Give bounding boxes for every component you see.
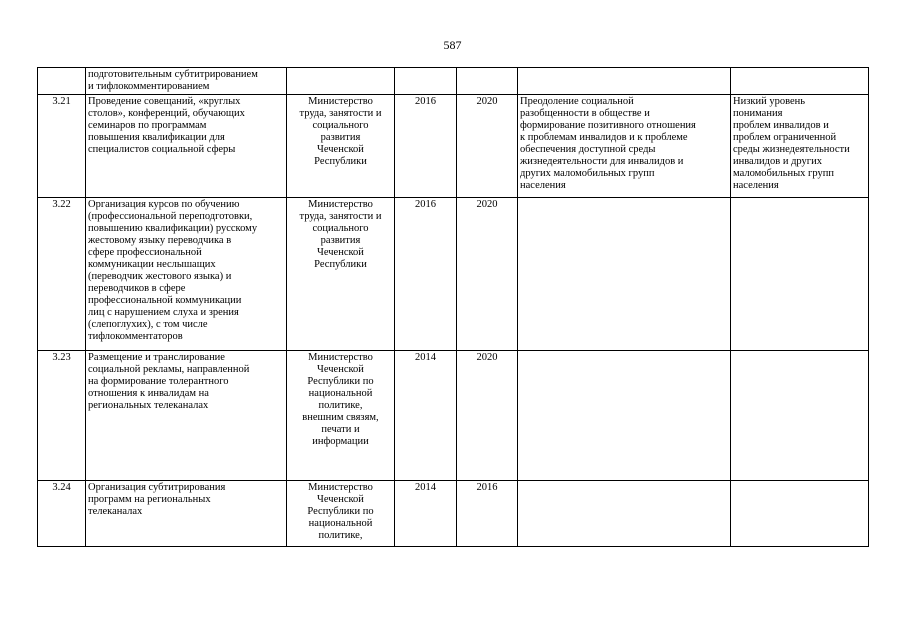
executor-cell: Министерство Чеченской Республики по национальной политике, внешним связям, печати и информации	[287, 351, 395, 481]
row-number: 3.21	[38, 95, 86, 198]
row-number: 3.22	[38, 198, 86, 351]
start-year-cell: 2016	[395, 198, 457, 351]
end-year-cell: 2016	[457, 481, 518, 547]
activity-cell: Организация курсов по обучению (профессиональной переподготовки, повышению квалификации) русскому жестовому языку переводчика в сфере профессиональной коммуникации неслышащих (переводчик жестового языка) и переводчиков в сфере профессиональной коммуникации лиц с нарушением слуха и зрения (слепоглухих), с том числе тифлокомментаторов	[86, 198, 287, 351]
end-year-cell	[457, 68, 518, 95]
activity-cell: Размещение и транслирование социальной рекламы, направленной на формирование толерантного отношения к инвалидам на региональных телеканалах	[86, 351, 287, 481]
consequence-cell: Низкий уровень понимания проблем инвалидов и проблем ограниченной среды жизнедеятельности инвалидов и других маломобильных групп населения	[731, 95, 869, 198]
consequence-cell	[731, 68, 869, 95]
row-number: 3.23	[38, 351, 86, 481]
row-number: 3.24	[38, 481, 86, 547]
result-cell: Преодоление социальной разобщенности в обществе и формирование позитивного отношения к проблемам инвалидов и к проблеме обеспечения доступной среды жизнедеятельности для инвалидов и других маломобильных групп населения	[518, 95, 731, 198]
start-year-cell: 2014	[395, 351, 457, 481]
table-row	[38, 95, 869, 198]
row-number	[38, 68, 86, 95]
start-year-cell: 2014	[395, 481, 457, 547]
table-row	[38, 198, 869, 351]
table-row	[38, 68, 869, 95]
activity-cell: подготовительным субтитрированием и тифлокомментированием	[86, 68, 287, 95]
activities-table	[37, 67, 869, 547]
start-year-cell: 2016	[395, 95, 457, 198]
executor-cell: Министерство труда, занятости и социального развития Чеченской Республики	[287, 95, 395, 198]
executor-cell: Министерство труда, занятости и социального развития Чеченской Республики	[287, 198, 395, 351]
result-cell	[518, 68, 731, 95]
table-row	[38, 481, 869, 547]
consequence-cell	[731, 481, 869, 547]
result-cell	[518, 198, 731, 351]
activity-cell: Проведение совещаний, «круглых столов», конференций, обучающих семинаров по программам повышения квалификации для специалистов социальной сферы	[86, 95, 287, 198]
executor-cell	[287, 68, 395, 95]
end-year-cell: 2020	[457, 95, 518, 198]
result-cell	[518, 481, 731, 547]
executor-cell: Министерство Чеченской Республики по национальной политике,	[287, 481, 395, 547]
end-year-cell: 2020	[457, 198, 518, 351]
consequence-cell	[731, 351, 869, 481]
activity-cell: Организация субтитрирования программ на региональных телеканалах	[86, 481, 287, 547]
consequence-cell	[731, 198, 869, 351]
end-year-cell: 2020	[457, 351, 518, 481]
result-cell	[518, 351, 731, 481]
start-year-cell	[395, 68, 457, 95]
page-number: 587	[443, 38, 462, 52]
table-row	[38, 351, 869, 481]
